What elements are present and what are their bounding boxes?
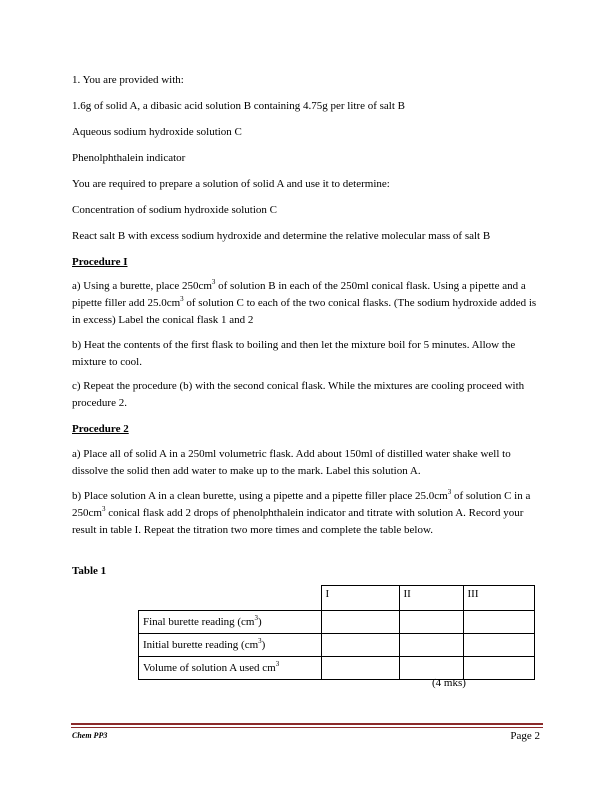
procedure-1-step-b: b) Heat the contents of the first flask to boiling and then let the mixture boil for 5 minutes. Allow the mixture to cool.: [72, 339, 516, 368]
cell-initial-i[interactable]: [321, 634, 399, 657]
provided-item-solution-c: Aqueous sodium hydroxide solution C: [72, 126, 242, 138]
procedure-2-step-a: a) Place all of solid A in a 250ml volumetric flask. Add about 150ml of distilled water shake well to dissolve the solid then add water to make up to the mark. Label this solution A.: [72, 448, 511, 477]
table-row: [139, 657, 535, 680]
task-item-concentration: Concentration of sodium hydroxide solution C: [72, 204, 278, 216]
table-corner-cell: [139, 586, 322, 611]
procedure-1-step-c: c) Repeat the procedure (b) with the second conical flask. While the mixtures are cooling proceed with procedure 2.: [72, 380, 525, 409]
cell-volume-iii[interactable]: [463, 657, 534, 680]
cell-initial-iii[interactable]: [463, 634, 534, 657]
table-title: Table 1: [72, 565, 107, 577]
cell-final-iii[interactable]: [463, 611, 534, 634]
task-item-molecular-mass: React salt B with excess sodium hydroxide and determine the relative molecular mass of salt B: [72, 230, 491, 242]
task-statement: You are required to prepare a solution of solid A and use it to determine:: [72, 178, 390, 190]
procedure-2-step-b: b) Place solution A in a clean burette, using a pipette and a pipette filler place $25.0cm^3$ of solution C in a $250cm^3$ conical flask add 2 drops of phenolphthalein indicator and titrate with solution A. Record your result in table I. Repeat the titration two more times and complete the table below.: [72, 488, 531, 536]
question-intro: 1. You are provided with:: [72, 74, 184, 86]
cell-initial-ii[interactable]: [399, 634, 463, 657]
marks-allocation: (4 mks): [432, 677, 466, 689]
row-label-initial-reading: Initial burette reading $(cm^3)$: [139, 634, 322, 657]
footer-rule-thin: [71, 727, 543, 728]
titration-table: [138, 585, 535, 680]
procedure-1-step-a: a) Using a burette, place $250cm^3$ of solution B in each of the 250ml conical flask. Using a pipette and a pipette filler add $25.0cm^3$ of solution C to each of the two conical flasks. (The sodium hydroxide added is in excess) Label the conical flask 1 and 2: [72, 278, 537, 326]
cell-volume-i[interactable]: [321, 657, 399, 680]
provided-item-indicator: Phenolphthalein indicator: [72, 152, 186, 164]
cell-final-ii[interactable]: [399, 611, 463, 634]
procedure-2-heading: Procedure 2: [72, 423, 129, 435]
provided-item-solid-a: 1.6g of solid A, a dibasic acid solution B containing 4.75g per litre of salt B: [72, 100, 406, 112]
table-row: [139, 634, 535, 657]
row-label-volume-used: Volume of solution A used $cm^3$: [139, 657, 322, 680]
table-row: [139, 611, 535, 634]
column-header-iii: III: [463, 586, 534, 611]
procedure-1-heading: Procedure I: [72, 256, 128, 268]
footer-rule-thick: [71, 723, 543, 725]
table-header-row: [139, 586, 535, 611]
footer-page-number: Page 2: [510, 730, 540, 742]
column-header-ii: II: [399, 586, 463, 611]
column-header-i: I: [321, 586, 399, 611]
footer-paper-code: Chem PP3: [72, 731, 108, 740]
cell-final-i[interactable]: [321, 611, 399, 634]
row-label-final-reading: Final burette reading $(cm^3)$: [139, 611, 322, 634]
